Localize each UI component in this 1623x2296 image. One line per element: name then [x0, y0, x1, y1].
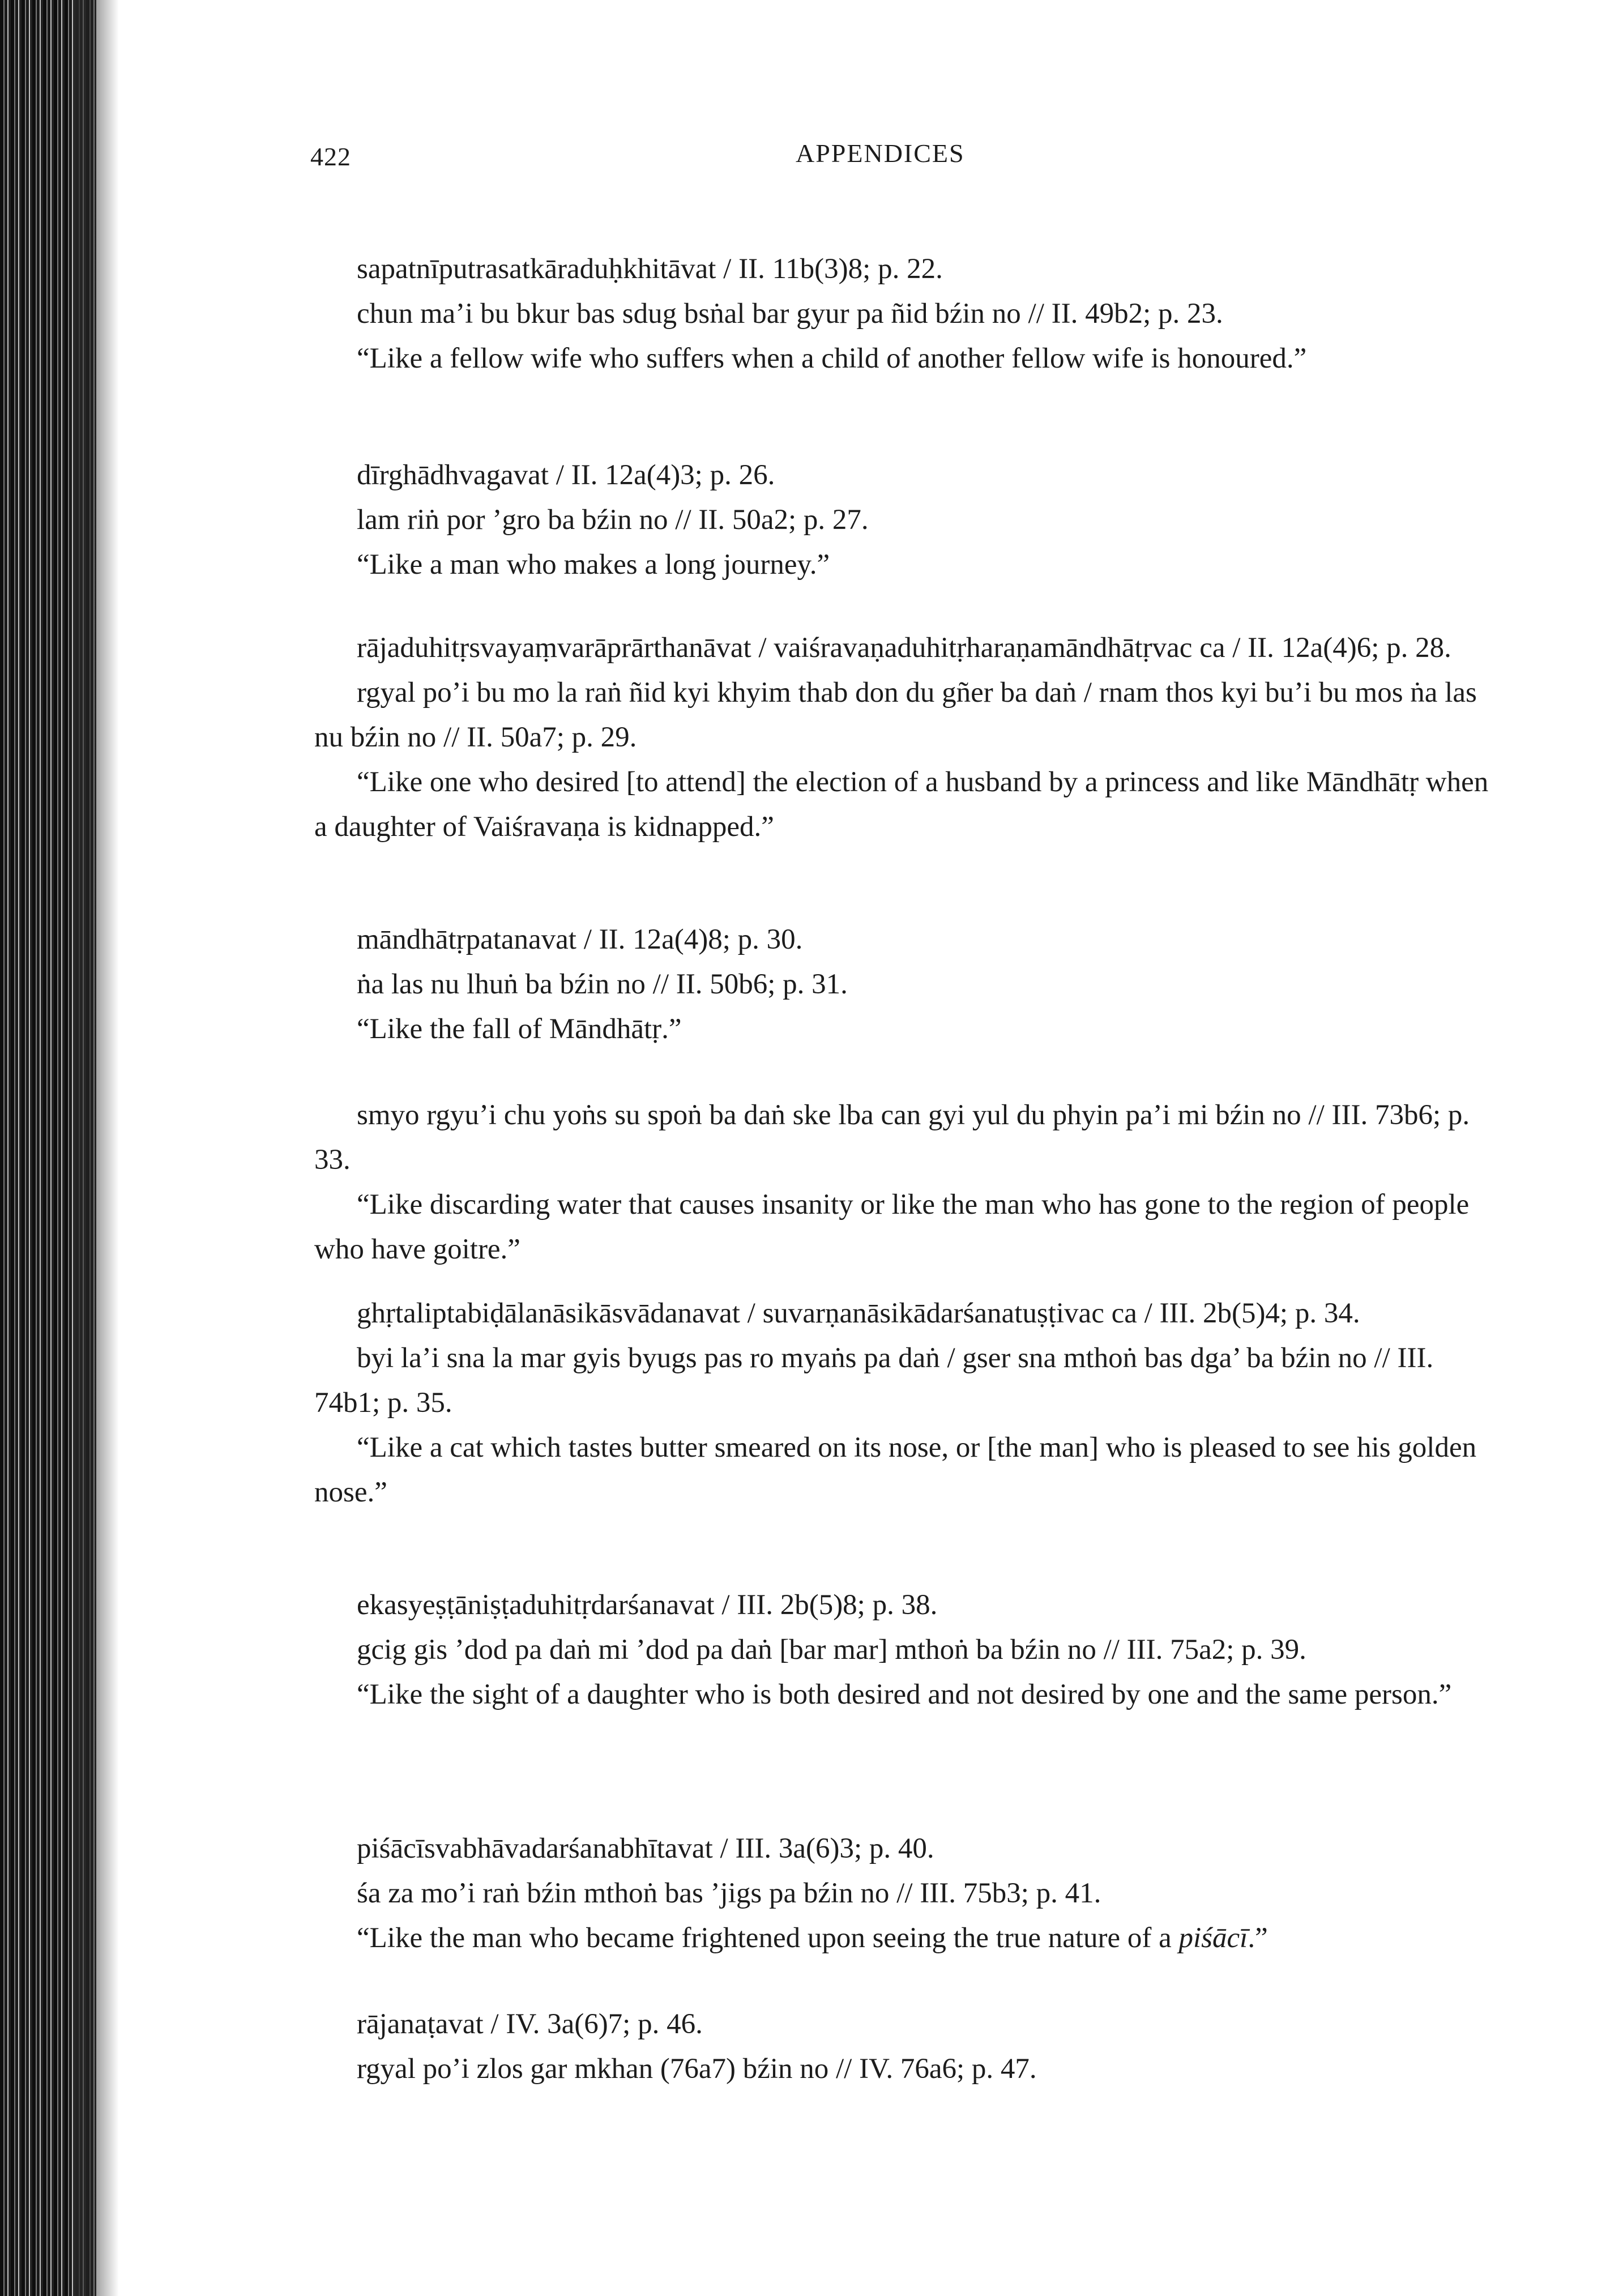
tibetan-line: ṅa las nu lhuṅ ba bźin no // II. 50b6; p. 31. [357, 968, 848, 1000]
english-italic-term: piśācī [1178, 1922, 1248, 1954]
sanskrit-line: sapatnīputrasatkāraduḥkhitāvat / II. 11b(3)8; p. 22. [357, 253, 943, 285]
page-number: 422 [310, 142, 351, 171]
entry-5 [314, 1093, 1504, 1272]
english-translation: “Like discarding water that causes insanity or like the man who has gone to the region of people who have goitre.” [314, 1189, 1470, 1265]
running-head: APPENDICES [796, 139, 965, 168]
entry-2 [314, 453, 1504, 587]
entry-7 [314, 1583, 1504, 1717]
entry-4 [314, 917, 1504, 1052]
entry-3 [314, 626, 1504, 850]
tibetan-line: rgyal po’i zlos gar mkhan (76a7) bźin no // IV. 76a6; p. 47. [357, 2053, 1037, 2085]
english-translation: “Like a man who makes a long journey.” [357, 549, 830, 581]
sanskrit-line: rājanaṭavat / IV. 3a(6)7; p. 46. [357, 2008, 703, 2040]
tibetan-line: smyo rgyu’i chu yoṅs su spoṅ ba daṅ ske lba can gyi yul du phyin pa’i mi bźin no // III. 73b6; p. 33. [314, 1099, 1470, 1176]
tibetan-line: śa za mo’i raṅ bźin mthoṅ bas ’jigs pa bźin no // III. 75b3; p. 41. [357, 1877, 1101, 1909]
english-translation-end: .” [1248, 1922, 1268, 1954]
tibetan-line: byi la’i sna la mar gyis byugs pas ro myaṅs pa daṅ / gser sna mthoṅ bas dga’ ba bźin no // III. 74b1; p. 35. [314, 1342, 1434, 1419]
entry-6 [314, 1291, 1504, 1515]
sanskrit-line: dīrghādhvagavat / II. 12a(4)3; p. 26. [357, 459, 775, 491]
tibetan-line: lam riṅ por ’gro ba bźin no // II. 50a2; p. 27. [357, 504, 869, 536]
entry-1 [314, 247, 1504, 381]
binding-shadow [74, 0, 119, 2296]
tibetan-line: gcig gis ’dod pa daṅ mi ’dod pa daṅ [bar mar] mthoṅ ba bźin no // III. 75a2; p. 39. [357, 1634, 1306, 1666]
sanskrit-line: rājaduhitṛsvayaṃvarāprārthanāvat / vaiśravaṇaduhitṛharaṇamāndhātṛvac ca / II. 12a(4)6; p. 28. [357, 632, 1451, 664]
english-translation: “Like a fellow wife who suffers when a child of another fellow wife is honoured.” [357, 343, 1307, 374]
english-translation-text: “Like the man who became frightened upon seeing the true nature of a [357, 1922, 1179, 1954]
english-translation: “Like the fall of Māndhātṛ.” [357, 1013, 682, 1045]
english-translation: “Like a cat which tastes butter smeared on its nose, or [the man] who is pleased to see his golden nose.” [314, 1432, 1477, 1508]
sanskrit-line: piśācīsvabhāvadarśanabhītavat / III. 3a(6)3; p. 40. [357, 1833, 934, 1864]
english-translation: “Like one who desired [to attend] the election of a husband by a princess and like Māndhātṛ when a daughter of Vaiśravaṇa is kidnapped.” [314, 766, 1489, 843]
sanskrit-line: ekasyeṣṭāniṣṭaduhitṛdarśanavat / III. 2b(5)8; p. 38. [357, 1589, 938, 1621]
sanskrit-line: māndhātṛpatanavat / II. 12a(4)8; p. 30. [357, 924, 803, 955]
tibetan-line: chun ma’i bu bkur bas sdug bsṅal bar gyur pa ñid bźin no // II. 49b2; p. 23. [357, 298, 1223, 330]
entry-9 [314, 2002, 1504, 2092]
english-translation [314, 1916, 1504, 1961]
tibetan-line: rgyal po’i bu mo la raṅ ñid kyi khyim thab don du gñer ba daṅ / rnam thos kyi bu’i bu mos ṅa las nu bźin no // II. 50a7; p. 29. [314, 677, 1477, 753]
sanskrit-line: ghṛtaliptabiḍālanāsikāsvādanavat / suvarṇanāsikādarśanatuṣṭivac ca / III. 2b(5)4; p. 34. [357, 1298, 1360, 1329]
english-translation: “Like the sight of a daughter who is both desired and not desired by one and the same person.” [357, 1679, 1452, 1710]
entry-8 [314, 1826, 1504, 1961]
